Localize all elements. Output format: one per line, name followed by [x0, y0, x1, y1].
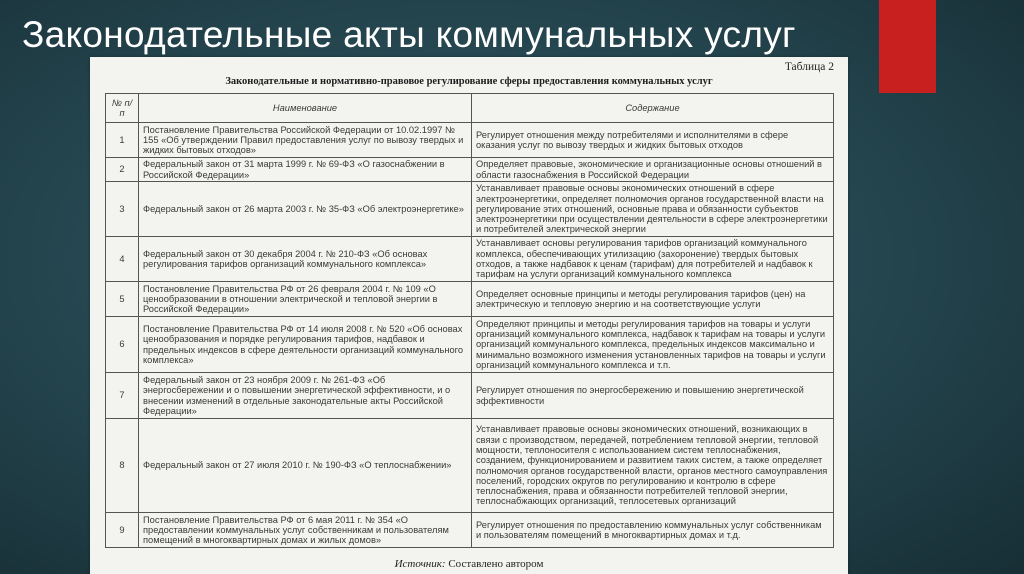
row-number: 2 — [106, 158, 139, 182]
table-row — [106, 513, 834, 548]
source-text: Составлено автором — [448, 558, 544, 570]
act-name: Постановление Правительства Российской Федерации от 10.02.1997 № 155 «Об утверждении Правил предоставления услуг по вывозу твердых и жидких бытовых отходов» — [139, 123, 472, 158]
act-name: Федеральный закон от 30 декабря 2004 г. № 210-ФЗ «Об основах регулирования тарифов организаций коммунального комплекса» — [139, 237, 472, 282]
row-number: 6 — [106, 317, 139, 373]
column-header-name: Наименование — [139, 94, 472, 123]
act-name: Постановление Правительства РФ от 26 февраля 2004 г. № 109 «О ценообразовании в отношении электрической и тепловой энергии в Российской Федерации» — [139, 282, 472, 317]
act-name: Постановление Правительства РФ от 14 июля 2008 г. № 520 «Об основах ценообразования и порядке регулирования тарифов, надбавок и предельных индексов в сфере деятельности организаций коммунального комплекса» — [139, 317, 472, 373]
row-number: 9 — [106, 513, 139, 548]
act-content: Устанавливает основы регулирования тарифов организаций коммунального комплекса, обеспечивающих утилизацию (захоронение) твердых бытовых отходов, а также надбавок к ценам (тарифам) для потребителей и надбавок к тарифам на услуги организаций коммунального комплекса — [472, 237, 834, 282]
table-source — [90, 558, 848, 570]
row-number: 4 — [106, 237, 139, 282]
table-row — [106, 317, 834, 373]
act-name: Федеральный закон от 26 марта 2003 г. № 35-ФЗ «Об электроэнергетике» — [139, 182, 472, 237]
act-name: Федеральный закон от 31 марта 1999 г. № 69-ФЗ «О газоснабжении в Российской Федерации» — [139, 158, 472, 182]
act-content: Регулирует отношения между потребителями и исполнителями в сфере оказания услуг по вывозу твердых и жидких бытовых отходов — [472, 123, 834, 158]
table-title: Законодательные и нормативно-правовое регулирование сферы предоставления коммунальных услуг — [225, 76, 713, 87]
row-number: 8 — [106, 419, 139, 513]
table-row — [106, 182, 834, 237]
document-scan — [90, 57, 848, 574]
source-label: Источник: — [394, 558, 446, 570]
act-name: Постановление Правительства РФ от 6 мая 2011 г. № 354 «О предоставлении коммунальных услуг собственникам и пользователям помещений в многоквартирных домах и жилых домов» — [139, 513, 472, 548]
column-header-number: № п/п — [106, 94, 139, 123]
table-row — [106, 419, 834, 513]
regulation-table — [105, 93, 834, 548]
row-number: 7 — [106, 373, 139, 419]
act-content: Определяют принципы и методы регулирования тарифов на товары и услуги организаций коммунального комплекса, надбавок к тарифам на товары и услуги организаций коммунального комплекса, предельных индексов максимально и минимально возможного изменения установленных тарифов на товары и услуги организаций коммунального комплекса и т.п. — [472, 317, 834, 373]
row-number: 3 — [106, 182, 139, 237]
table-number: Таблица 2 — [784, 61, 834, 73]
table-header-row — [106, 94, 834, 123]
act-content: Устанавливает правовые основы экономических отношений в сфере электроэнергетики, определяет полномочия органов государственной власти на регулирование этих отношений, основные права и обязанности субъектов электроэнергетики при осуществлении деятельности в сфере электроэнергетики и потребителей электрической энергии — [472, 182, 834, 237]
table-row — [106, 237, 834, 282]
act-content: Устанавливает правовые основы экономических отношений, возникающих в связи с производством, передачей, потреблением тепловой энергии, тепловой мощности, теплоносителя с использованием систем теплоснабжения, созданием, функционированием и развитием таких систем, а также определяет полномочия органов государственной власти, органов местного самоуправления поселений, городских округов по регулированию и контролю в сфере теплоснабжения, права и обязанности потребителей тепловой энергии, теплоснабжающих организаций, теплосетевых организаций — [472, 419, 834, 513]
column-header-content: Содержание — [472, 94, 834, 123]
table-row — [106, 282, 834, 317]
act-name: Федеральный закон от 27 июля 2010 г. № 190-ФЗ «О теплоснабжении» — [139, 419, 472, 513]
row-number: 5 — [106, 282, 139, 317]
table-row — [106, 158, 834, 182]
act-content: Регулирует отношения по предоставлению коммунальных услуг собственникам и пользователям помещений в многоквартирных домах и т.д. — [472, 513, 834, 548]
act-content: Регулирует отношения по энергосбережению и повышению энергетической эффективности — [472, 373, 834, 419]
table-row — [106, 373, 834, 419]
act-content: Определяет основные принципы и методы регулирования тарифов (цен) на электрическую и тепловую энергию и на соответствующие услуги — [472, 282, 834, 317]
act-content: Определяет правовые, экономические и организационные основы отношений в области газоснабжения в Российской Федерации — [472, 158, 834, 182]
row-number: 1 — [106, 123, 139, 158]
slide-title: Законодательные акты коммунальных услуг — [22, 14, 796, 55]
accent-block — [879, 0, 936, 93]
act-name: Федеральный закон от 23 ноября 2009 г. № 261-ФЗ «Об энергосбережении и о повышении энергетической эффективности, и о внесении изменений в отдельные законодательные акты Российской Федерации» — [139, 373, 472, 419]
table-row — [106, 123, 834, 158]
